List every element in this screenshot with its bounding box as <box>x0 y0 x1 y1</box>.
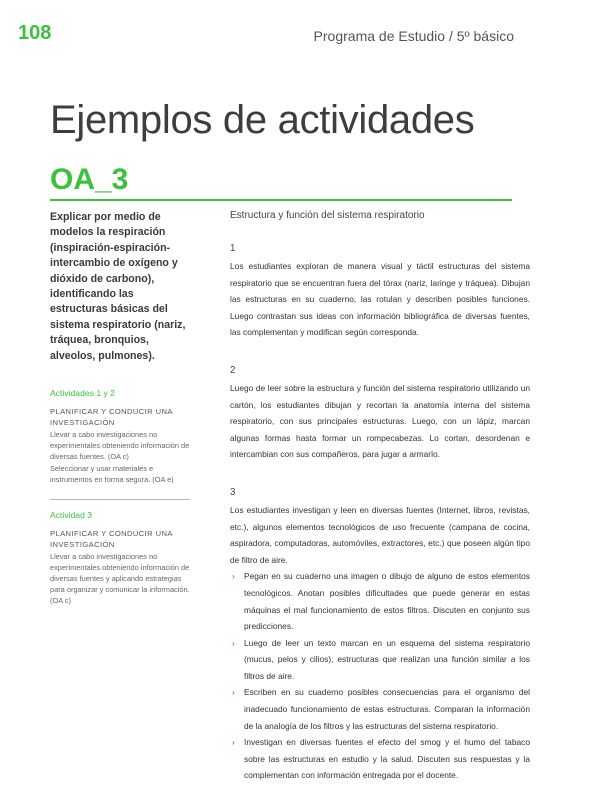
oa-code: OA_3 <box>50 163 129 196</box>
bullet-item <box>230 734 530 784</box>
learning-objective: Explicar por medio de modelos la respiración (inspiración-espiración-intercambio de oxígeno y dióxido de carbono), identificando las estructuras básicas del sistema respiratorio (nariz, tráquea, bronquios, alveolos, pulmones). <box>50 211 186 362</box>
main-column <box>230 210 530 784</box>
activity-group-text: Llevar a cabo investigaciones no experimentales obteniendo información de diversas fuentes. (OA c) <box>50 430 190 462</box>
section-title: Estructura y función del sistema respiratorio <box>230 210 425 221</box>
sidebar-separator <box>50 499 190 500</box>
bullet-text: Luego de leer un texto marcan en un esquema del sistema respiratorio (mucus, pelos y cilios), estructuras que realizan una función similar a los filtros de aire. <box>244 637 530 681</box>
activity-number: 1 <box>230 243 236 254</box>
activity-group-text: Seleccionar y usar materiales e instrumentos en forma segura. (OA e) <box>50 464 174 485</box>
activity-text: Los estudiantes exploran de manera visual y táctil estructuras del sistema respiratorio que se encuentran fuera del tórax (nariz, laringe y tráquea). Dibujan las estructuras en su cuaderno, las rotulan y describen posibles funciones. Luego contrastan sus ideas con información bibliográfica de diversas fuentes, las complementan y modifican según corresponda. <box>230 261 530 338</box>
activity-group-title: Actividades 1 y 2 <box>50 388 115 399</box>
activity-group-subtitle: PLANIFICAR Y CONDUCIR UNA INVESTIGACIÓN <box>50 529 173 550</box>
chevron-right-icon: › <box>232 687 235 698</box>
bullet-text: Pegan en su cuaderno una imagen o dibujo de alguno de estos elementos tecnológicos. Anotan posibles dificultades que puede generar en estas máquinas el mal funcionamiento de estos filtros. Discuten en conjunto sus predicciones. <box>244 571 530 632</box>
activity-group-subtitle: PLANIFICAR Y CONDUCIR UNA INVESTIGACIÓN <box>50 407 173 428</box>
page-number: 108 <box>18 22 52 44</box>
activity-group-text: Llevar a cabo investigaciones no experimentales obteniendo información de diversas fuentes y aplicando estrategias para organizar y comunicar la información. (OA c) <box>50 552 190 606</box>
running-head: Programa de Estudio / 5º básico <box>313 28 514 44</box>
activity-bullet-list <box>230 568 530 784</box>
activity-text: Los estudiantes investigan y leen en diversas fuentes (Internet, libros, revistas, etc.), algunos elementos tecnológicos de uso frecuente (campana de cocina, aspiradora, computadoras, automóviles, extractores, etc.) que poseen algún tipo de filtro de aire. <box>230 504 530 565</box>
divider-rule <box>50 199 512 201</box>
bullet-item <box>230 568 530 634</box>
chevron-right-icon: › <box>232 571 235 582</box>
activity-number: 2 <box>230 364 236 376</box>
chevron-right-icon: › <box>232 737 235 748</box>
left-column <box>50 210 190 606</box>
bullet-item <box>230 635 530 685</box>
bullet-text: Escriben en su cuaderno posibles consecuencias para el organismo del inadecuado funcionamiento de estas estructuras. Comparan la información de la analogía de los filtros y las estructuras del sistema respiratorio. <box>244 687 530 731</box>
chevron-right-icon: › <box>232 637 235 648</box>
activity-group-title: Actividad 3 <box>50 510 93 521</box>
activity-number: 3 <box>230 486 236 498</box>
bullet-item <box>230 684 530 734</box>
page-title: Ejemplos de actividades <box>50 98 475 142</box>
bullet-text: Investigan en diversas fuentes el efecto del smog y el humo del tabaco sobre las estructuras en estudio y la salud. Discuten sus respuestas y la complementan con información entregada por el docente. <box>244 737 530 781</box>
activity-text: Luego de leer sobre la estructura y función del sistema respiratorio utilizando un cartón, los estudiantes dibujan y recortan la anatomía interna del sistema respiratorio, con sus principales estructuras. Luego, con un lápiz, marcan algunas formas hasta formar un rompecabezas. Lo cortan, desordenan e intercambian con sus compañeros, para jugar a armarlo. <box>230 382 530 460</box>
